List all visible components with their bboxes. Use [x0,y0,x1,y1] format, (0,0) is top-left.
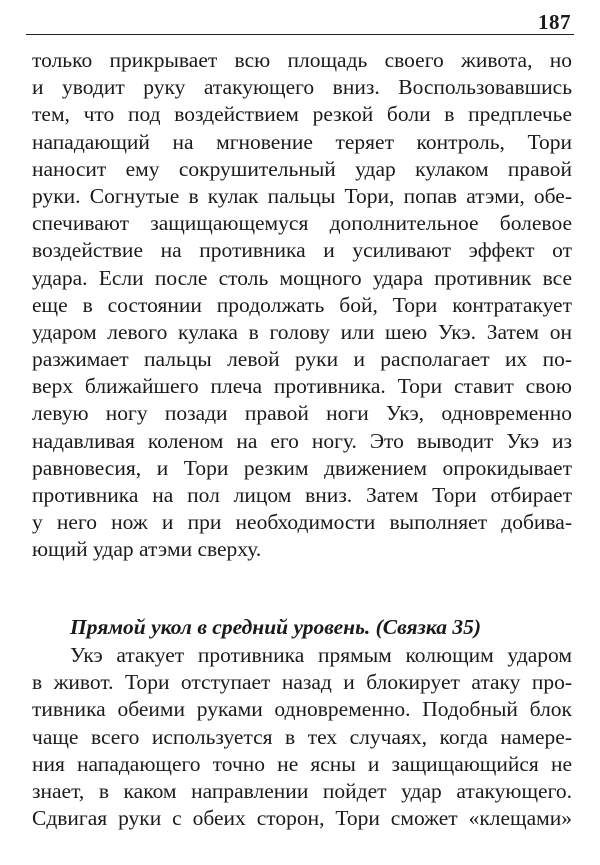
text-line: верх ближайшего плеча противника. Тори ставит свою [32,374,572,399]
text-line: ния нападающего точно не ясны и защищающийся не [32,751,572,776]
text-line: ударом левого кулака в голову или шею Укэ. Затем он [32,319,572,344]
paragraph-1 [32,47,572,564]
text-line: спечивают защищающемуся дополнительное болевое [32,211,572,236]
paragraph-2 [32,642,572,832]
text-line: разжимает пальцы левой руки и располагает их по- [32,347,572,372]
text-line: Сдвигая руки с обеих сторон, Тори сможет «клещами» [32,806,572,831]
text-line: тем, что под воздействием резкой боли в предплечье [32,102,572,127]
text-line: чаще всего используется в тех случаях, когда намере- [32,724,572,749]
text-line: у него нож и при необходимости выполняет добива- [32,510,572,535]
text-line: Укэ атакует противника прямым колющим ударом [70,643,572,667]
text-line: ющий удар атэми сверху. [32,537,262,562]
text-line: знает, в каком направлении пойдет удар атакующего. [32,778,572,803]
text-line: удара. Если после столь мощного удара противник все [32,265,572,290]
header-rule [26,34,574,35]
text-line: еще в состоянии продолжать бой, Тори контратакует [32,292,572,317]
text-line: только прикрывает всю площадь своего живота, но [32,48,572,72]
text-line: нападающий на мгновение теряет контроль, Тори [32,129,572,154]
text-line: тивника обеими руками одновременно. Подобный блок [32,697,572,722]
text-line: наносит ему сокрушительный удар кулаком правой [32,156,572,181]
text-line: воздействие на противника и усиливают эффект от [32,238,572,263]
text-line: и уводит руку атакующего вниз. Воспользовавшись [32,75,572,100]
text-line: противника на пол лицом вниз. Затем Тори отбирает [32,483,572,507]
page-number: 187 [538,10,571,34]
text-line: левую ногу позади правой ноги Укэ, одновременно [32,401,572,426]
text-line: равновесия, и Тори резким движением опрокидывает [32,455,572,480]
text-line: руки. Согнутые в кулак пальцы Тори, попав атэми, обе- [32,183,572,208]
text-line: в живот. Тори отступает назад и блокирует атаку про- [32,670,572,695]
text-line: надавливая коленом на его ногу. Это выводит Укэ из [32,428,572,453]
section-heading: Прямой укол в средний уровень. (Связка 35) [70,615,482,639]
